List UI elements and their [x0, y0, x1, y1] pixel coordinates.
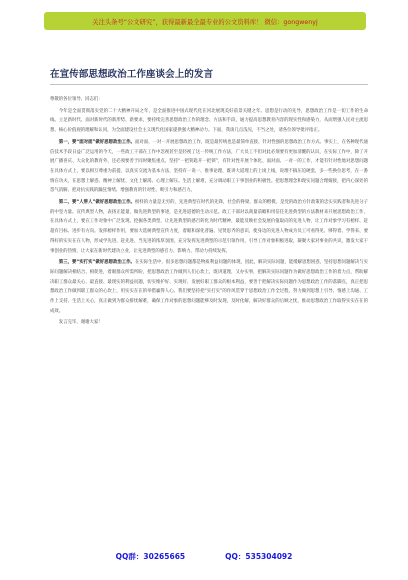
- intro-paragraph: 今年是全面贯彻落实党的二十大精神开局之年，是全面推进中国式现代化在河北展现美好前景关键之年。思想是行动的先导，思想政治工作是一切工作的生命线。立足新时代、面对新时代的新形势、新要求，要持续完善思想政治工作的理念、方法和手段，通力提高思想教育内容的现实性和感染力，从而增强人民对主流思想、核心价值观的理解和认同，为全面建设社会主义现代化国家提供强大精神动力。下面，我谈几点浅见，不当之处，请各位领导批评指正。: [50, 108, 368, 134]
- section-text: 榜样的力量是无穷的，先进典型在时代的先锋，社会的脊梁、群众的楷模，是党的政治方针政策的忠实实践者和先进分子的中坚力量。宣传典型人物，表扬正能量，做先进典型的事迹，是先进道德的生动示范。政工干部对以商量前瞻和用信任先进典型的方法教材来开展思想政治工作，在具体方式上，要在工作对象中广泛发现、挖掘各类典型，让先进典型的感召转化为时代精神，最能反映社会发展价值取向的先进人物，让工作对象学习有榜样、赶超有目标、进步有方向。发挥榜样作用，要加大选树典型宣传力度，着眼和深化普遍、见贤思齐的意识，使身边的先进人物成为员工可看得见、够得着、学得来、要得好的实实在在人物，形成学先进、赶先进、当先进的浓厚氛围，充分发挥先进典型的示范引领作用，引导工作对象积极进取，凝聚大家对事业的共识，激发大家干事创业的热情，让大家在新时代建功立业，让先进典型的感召力、影响力、带动力持续发挥。: [50, 200, 368, 254]
- promo-banner: [44, 12, 366, 30]
- section-heading: 第一，要“面对面”做好思想政治工作。: [58, 139, 135, 145]
- document-body: [50, 95, 368, 330]
- title-divider: [50, 84, 368, 85]
- section-heading: 第三，要“实打实”做好思想政治工作。: [58, 260, 135, 266]
- qq-number: QQ：535304092: [225, 551, 293, 561]
- section-paragraph: [50, 138, 368, 196]
- closing-line: 发言完毕，谢谢大家！: [58, 320, 103, 326]
- section-paragraph: [50, 198, 368, 256]
- section-paragraph: [50, 258, 368, 316]
- section-text: 在实际生活中，很多思想问题都是物质利益问题的体现，因此，解决实际问题，能缓解思想困惑，坚持思想问题解决与实际问题解决相结合、相促进，着眼群众所需所盼，把思想政治工作做到人们心坎上，既讲道理，又办实事，把解决实际问题作为做好思想政治工作的着力点，帮助解决职工群众最关心、最直接、最现实的利益问题，切实维护好、实现好、发展好职工群众的根本利益，要善于把解决实际问题作为思想政治工作的落脚点，真正把思想政治工作做到职工群众的心坎上，用实实在在的举措赢得人心。我们要坚持把“实打实”的作风贯穿于思想政治工作全过程，努力做到思想上引导、情感上沟通、工作上支持、生活上关心，真正做到为群众排忧解难，确保工作对象的思想问题能够及时发现、及时化解，解决好群众的后顾之忧，推动思想政治工作取得实实在在的成效。: [50, 260, 368, 314]
- section-text: 面对面、一对一开展思想政治工作，既是最传统也是最简单直接、针对性强的思想政治工作方式。事实上，在各种现代通信技术手段日益广泛运用的今天，一些政工干部在工作中忽视甚至是轻视了这一传统工作方法，广大员工不但对此必须要有更加清醒的认识，在实际工作中，除了开展广播喜庆、大众化的教育外，还必须要善于同时聚焦重点、坚持“一把钥匙开一把锁”，有针对性开展个体化、面对面、一对一的工作，才能有针对性地对思想问题在具体方式上，要以相互尊重为前提，以真实交流为基本方法，坚持有一说一、推事论理，既讲大道理上的上岗上线，说理不搞压迫硬套，多一些换位思考，在一番情在功夫，在思想上解惑、精神上解忧、文化上解渴、心理上解压、生活上解难，充分调动职工干事创业的积极性。把思想理念和现实问题合理嫁接，把内心深处的怨气消解、把对抗实践的躁狂情绪、增强教育的针对性、吸引力和感召力。: [50, 139, 368, 194]
- qq-group-number: QQ群：30265665: [115, 551, 186, 561]
- contact-footer: [0, 546, 408, 566]
- document-title: 在宣传部思想政治工作座谈会上的发言: [50, 69, 214, 80]
- section-heading: 第二，要“人带人”做好思想政治工作。: [58, 200, 135, 206]
- promo-banner-text: 关注头条号“公文研究”，获得最新最全最专业的公文资料库！ 微信：gongwenyj: [92, 18, 318, 26]
- greeting: 尊敬的各位领导、同志们：: [50, 97, 103, 102]
